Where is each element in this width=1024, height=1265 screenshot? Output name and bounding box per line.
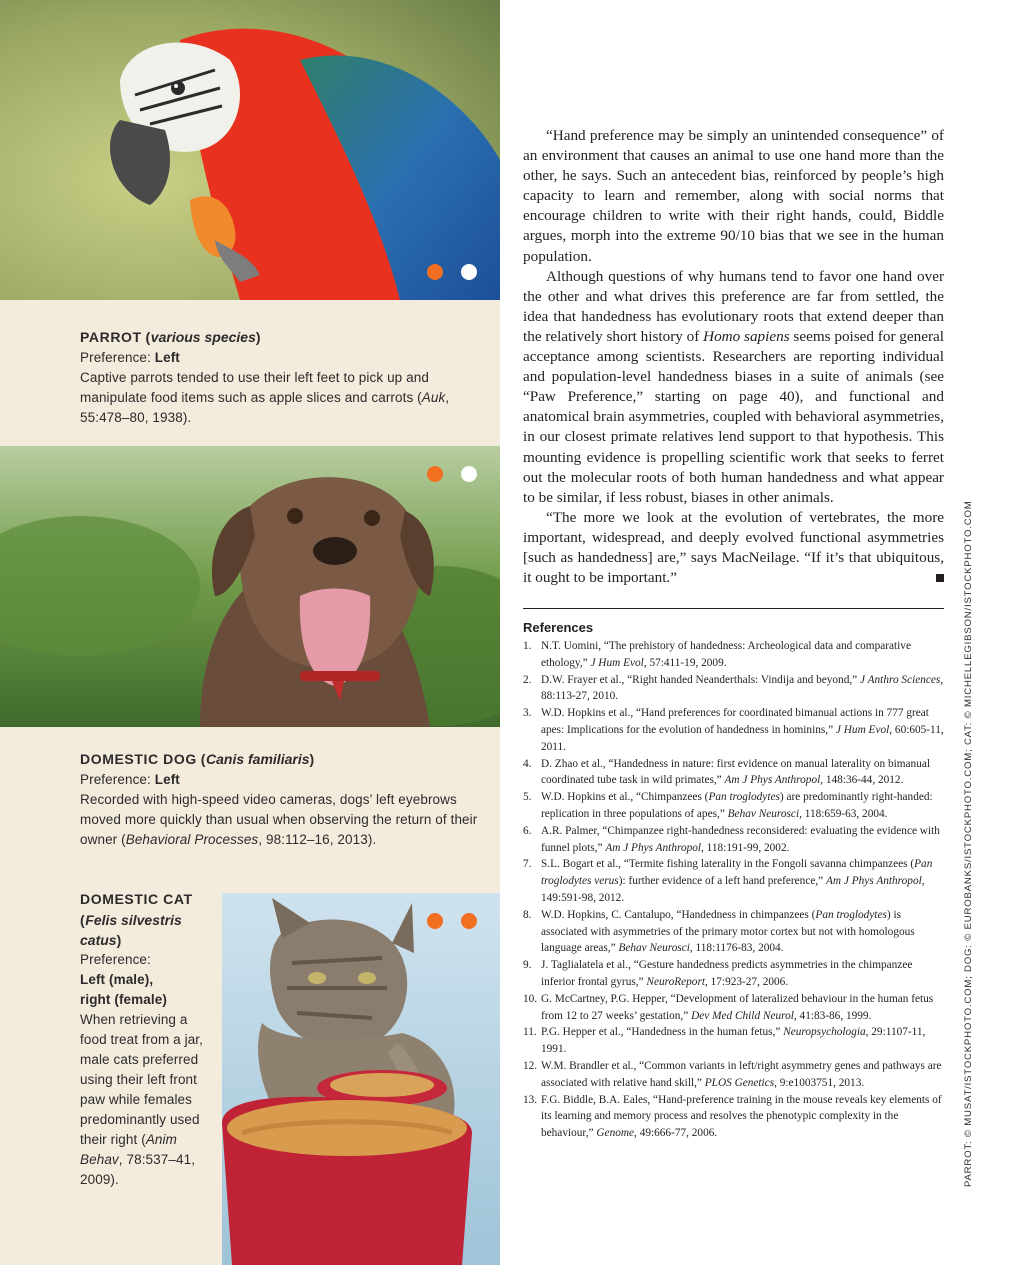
reference-item: 5. W.D. Hopkins et al., “Chimpanzees (Pan troglodytes) are predominantly right-handed: replication in three populations of apes,” Behav Neurosci, 118:659-63, 2004. bbox=[523, 791, 933, 820]
cat-photo bbox=[222, 893, 500, 1265]
orange-dot-icon bbox=[427, 466, 443, 482]
reference-item: 6. A.R. Palmer, “Chimpanzee right-handedness reconsidered: evaluating the evidence with funnel plots,” Am J Phys Anthropol, 118:191-99, 2002. bbox=[523, 824, 940, 854]
parrot-photo bbox=[0, 0, 500, 300]
article-body bbox=[523, 126, 944, 588]
cat-photo-dots bbox=[427, 913, 477, 929]
photo-credit: PARROT: © MUSAT/ISTOCKPHOTO.COM; DOG: © EUROBANKS/ISTOCKPHOTO.COM; CAT: © MICHELLEGIBSON/ISTOCKPHOTO.COM bbox=[963, 500, 974, 1187]
dog-caption: DOMESTIC DOG (Canis familiaris) Preference: Left Recorded with high-speed video cameras, dogs’ left eyebrows moved more quickly than usual when observing the return of their owner (Behavioral Processes, 98:112–16, 2013). bbox=[80, 749, 480, 850]
parrot-photo-dots bbox=[427, 264, 477, 280]
cat-scientific-name: Felis silvestris catus bbox=[80, 912, 182, 948]
dog-preference-label: Preference: bbox=[80, 772, 151, 787]
reference-item: 11. P.G. Hepper et al., “Handedness in the human fetus,” Neuropsychologia, 29:1107-11, 1991. bbox=[523, 1026, 926, 1056]
dog-photo-dots bbox=[427, 466, 477, 482]
orange-dot-icon bbox=[427, 913, 443, 929]
white-dot-icon bbox=[461, 466, 477, 482]
parrot-title: PARROT bbox=[80, 329, 142, 345]
reference-item: 3. W.D. Hopkins et al., “Hand preferences for coordinated bimanual actions in 777 great apes: Implications for the evolution of handedness in hominins,” J Hum Evol, 60:605-11, 2011. bbox=[523, 707, 944, 753]
cat-preference-value-female: right (female) bbox=[80, 992, 167, 1007]
reference-item: 10. G. McCartney, P.G. Hepper, “Development of lateralized behaviour in the human fetus from 12 to 27 weeks’ gestation,” Dev Med Child Neurol, 41:83-86, 1999. bbox=[523, 992, 934, 1022]
references-list bbox=[523, 638, 944, 1142]
parrot-caption: PARROT (various species) Preference: Left Captive parrots tended to use their left feet to pick up and manipulate food items such as apple slices and carrots (Auk, 55:478–80, 1938). bbox=[80, 327, 470, 428]
dog-preference-value: Left bbox=[154, 772, 180, 787]
reference-item: 7. S.L. Bogart et al., “Termite fishing laterality in the Fongoli savanna chimpanzees (Pan troglodytes verus): further evidence of a left hand preference,” Am J Phys Anthropol, 149:591-98, 2012. bbox=[523, 858, 933, 904]
parrot-scientific-name: various species bbox=[150, 329, 256, 345]
dog-scientific-name: Canis familiaris bbox=[206, 751, 310, 767]
reference-item: 2. D.W. Frayer et al., “Right handed Neanderthals: Vindija and beyond,” J Anthro Sciences, 88:113-27, 2010. bbox=[523, 673, 944, 703]
orange-dot-icon bbox=[461, 913, 477, 929]
reference-item: 8. W.D. Hopkins, C. Cantalupo, “Handedness in chimpanzees (Pan troglodytes) is associated with asymmetries of the primary motor cortex but not with homologous language areas,” Behav Neurosci, 118:1176-83, 2004. bbox=[523, 908, 915, 955]
references-heading: References bbox=[523, 620, 594, 635]
reference-item: 13. F.G. Biddle, B.A. Eales, “Hand-preference training in the mouse reveals key elements of its learning and memory process and resolves the phenotypic complexity in the behaviour,” Genome, 49:666-77, 2006. bbox=[523, 1093, 942, 1140]
references-divider bbox=[523, 608, 944, 609]
cat-preference-value-male: Left (male), bbox=[80, 972, 154, 987]
sidebar-panel bbox=[0, 0, 500, 1265]
reference-item: 12. W.M. Brandler et al., “Common variants in left/right asymmetry genes and pathways are associated with relative hand skill,” PLOS Genetics, 9:e1003751, 2013. bbox=[523, 1059, 942, 1089]
article-paragraph-1: “Hand preference may be simply an unintended consequence” of an environment that causes an animal to use one hand more than the other, he says. Such an antecedent bias, reinforced by people’s high capacity to learn and remember, along with social norms that encourage children to write with their right hands, could, Biddle argues, morph into the extreme 90/10 bias that we see in the human population. bbox=[523, 127, 944, 265]
cat-title: DOMESTIC CAT bbox=[80, 891, 193, 907]
dog-title: DOMESTIC DOG bbox=[80, 751, 197, 767]
white-dot-icon bbox=[461, 264, 477, 280]
end-of-article-square-icon bbox=[936, 574, 944, 582]
dog-photo bbox=[0, 446, 500, 727]
reference-item: 4. D. Zhao et al., “Handedness in nature: first evidence on manual laterality on bimanual coordinated tube task in wild primates,” Am J Phys Anthropol, 148:36-44, 2012. bbox=[523, 757, 930, 787]
reference-item: 9. J. Taglialatela et al., “Gesture handedness predicts asymmetries in the chimpanzee inferior frontal gyrus,” NeuroReport, 17:923-27, 2006. bbox=[523, 959, 913, 988]
dog-description: Recorded with high-speed video cameras, dogs’ left eyebrows moved more quickly than usual when observing the return of their owner (Behavioral Processes, 98:112–16, 2013). bbox=[80, 792, 478, 847]
parrot-preference-label: Preference: bbox=[80, 350, 151, 365]
cat-preference-label: Preference: bbox=[80, 952, 151, 967]
article-paragraph-2: Although questions of why humans tend to favor one hand over the other and what drives this preference are far from settled, the idea that handedness has evolutionary roots that extend deeper than the relatively short history of Homo sapiens seems poised for general acceptance among scientists. Researchers are reporting individual and population-level handedness biases in a suite of animals (see “Paw Preference,” starting on page 40), and functional and anatomical brain asymmetries, coupled with behavioral asymmetries, in our closest primate relatives lend support to that hypothesis. This mounting evidence is propelling scientific work that seeks to ferret out the molecular roots of both human handedness and what appear to be similar, if less robust, biases in other animals. bbox=[523, 267, 944, 506]
parrot-description: Captive parrots tended to use their left feet to pick up and manipulate food items such as apple slices and carrots (Auk, 55:478–80, 1938). bbox=[80, 370, 450, 425]
cat-description: When retrieving a food treat from a jar, male cats preferred using their left front paw while females predominantly used their right (Anim Behav, 78:537–41, 2009). bbox=[80, 1012, 204, 1187]
cat-caption: DOMESTIC CAT (Felis silvestris catus) Preference: Left (male), right (female) When retrieving a food treat from a jar, male cats preferred using their left front paw while females predominantly used their right (Anim Behav, 78:537–41, 2009). bbox=[80, 889, 210, 1190]
article-paragraph-3: “The more we look at the evolution of vertebrates, the more important, widespread, and deeply evolved functional asymmetries [such as handedness] are,” says MacNeilage. “If it’s that ubiquitous, it ought to be important.” bbox=[523, 508, 944, 587]
parrot-preference-value: Left bbox=[154, 350, 180, 365]
reference-item: 1. N.T. Uomini, “The prehistory of handedness: Archeological data and comparative ethology,” J Hum Evol, 57:411-19, 2009. bbox=[523, 640, 911, 669]
references-section bbox=[523, 620, 944, 1142]
orange-dot-icon bbox=[427, 264, 443, 280]
